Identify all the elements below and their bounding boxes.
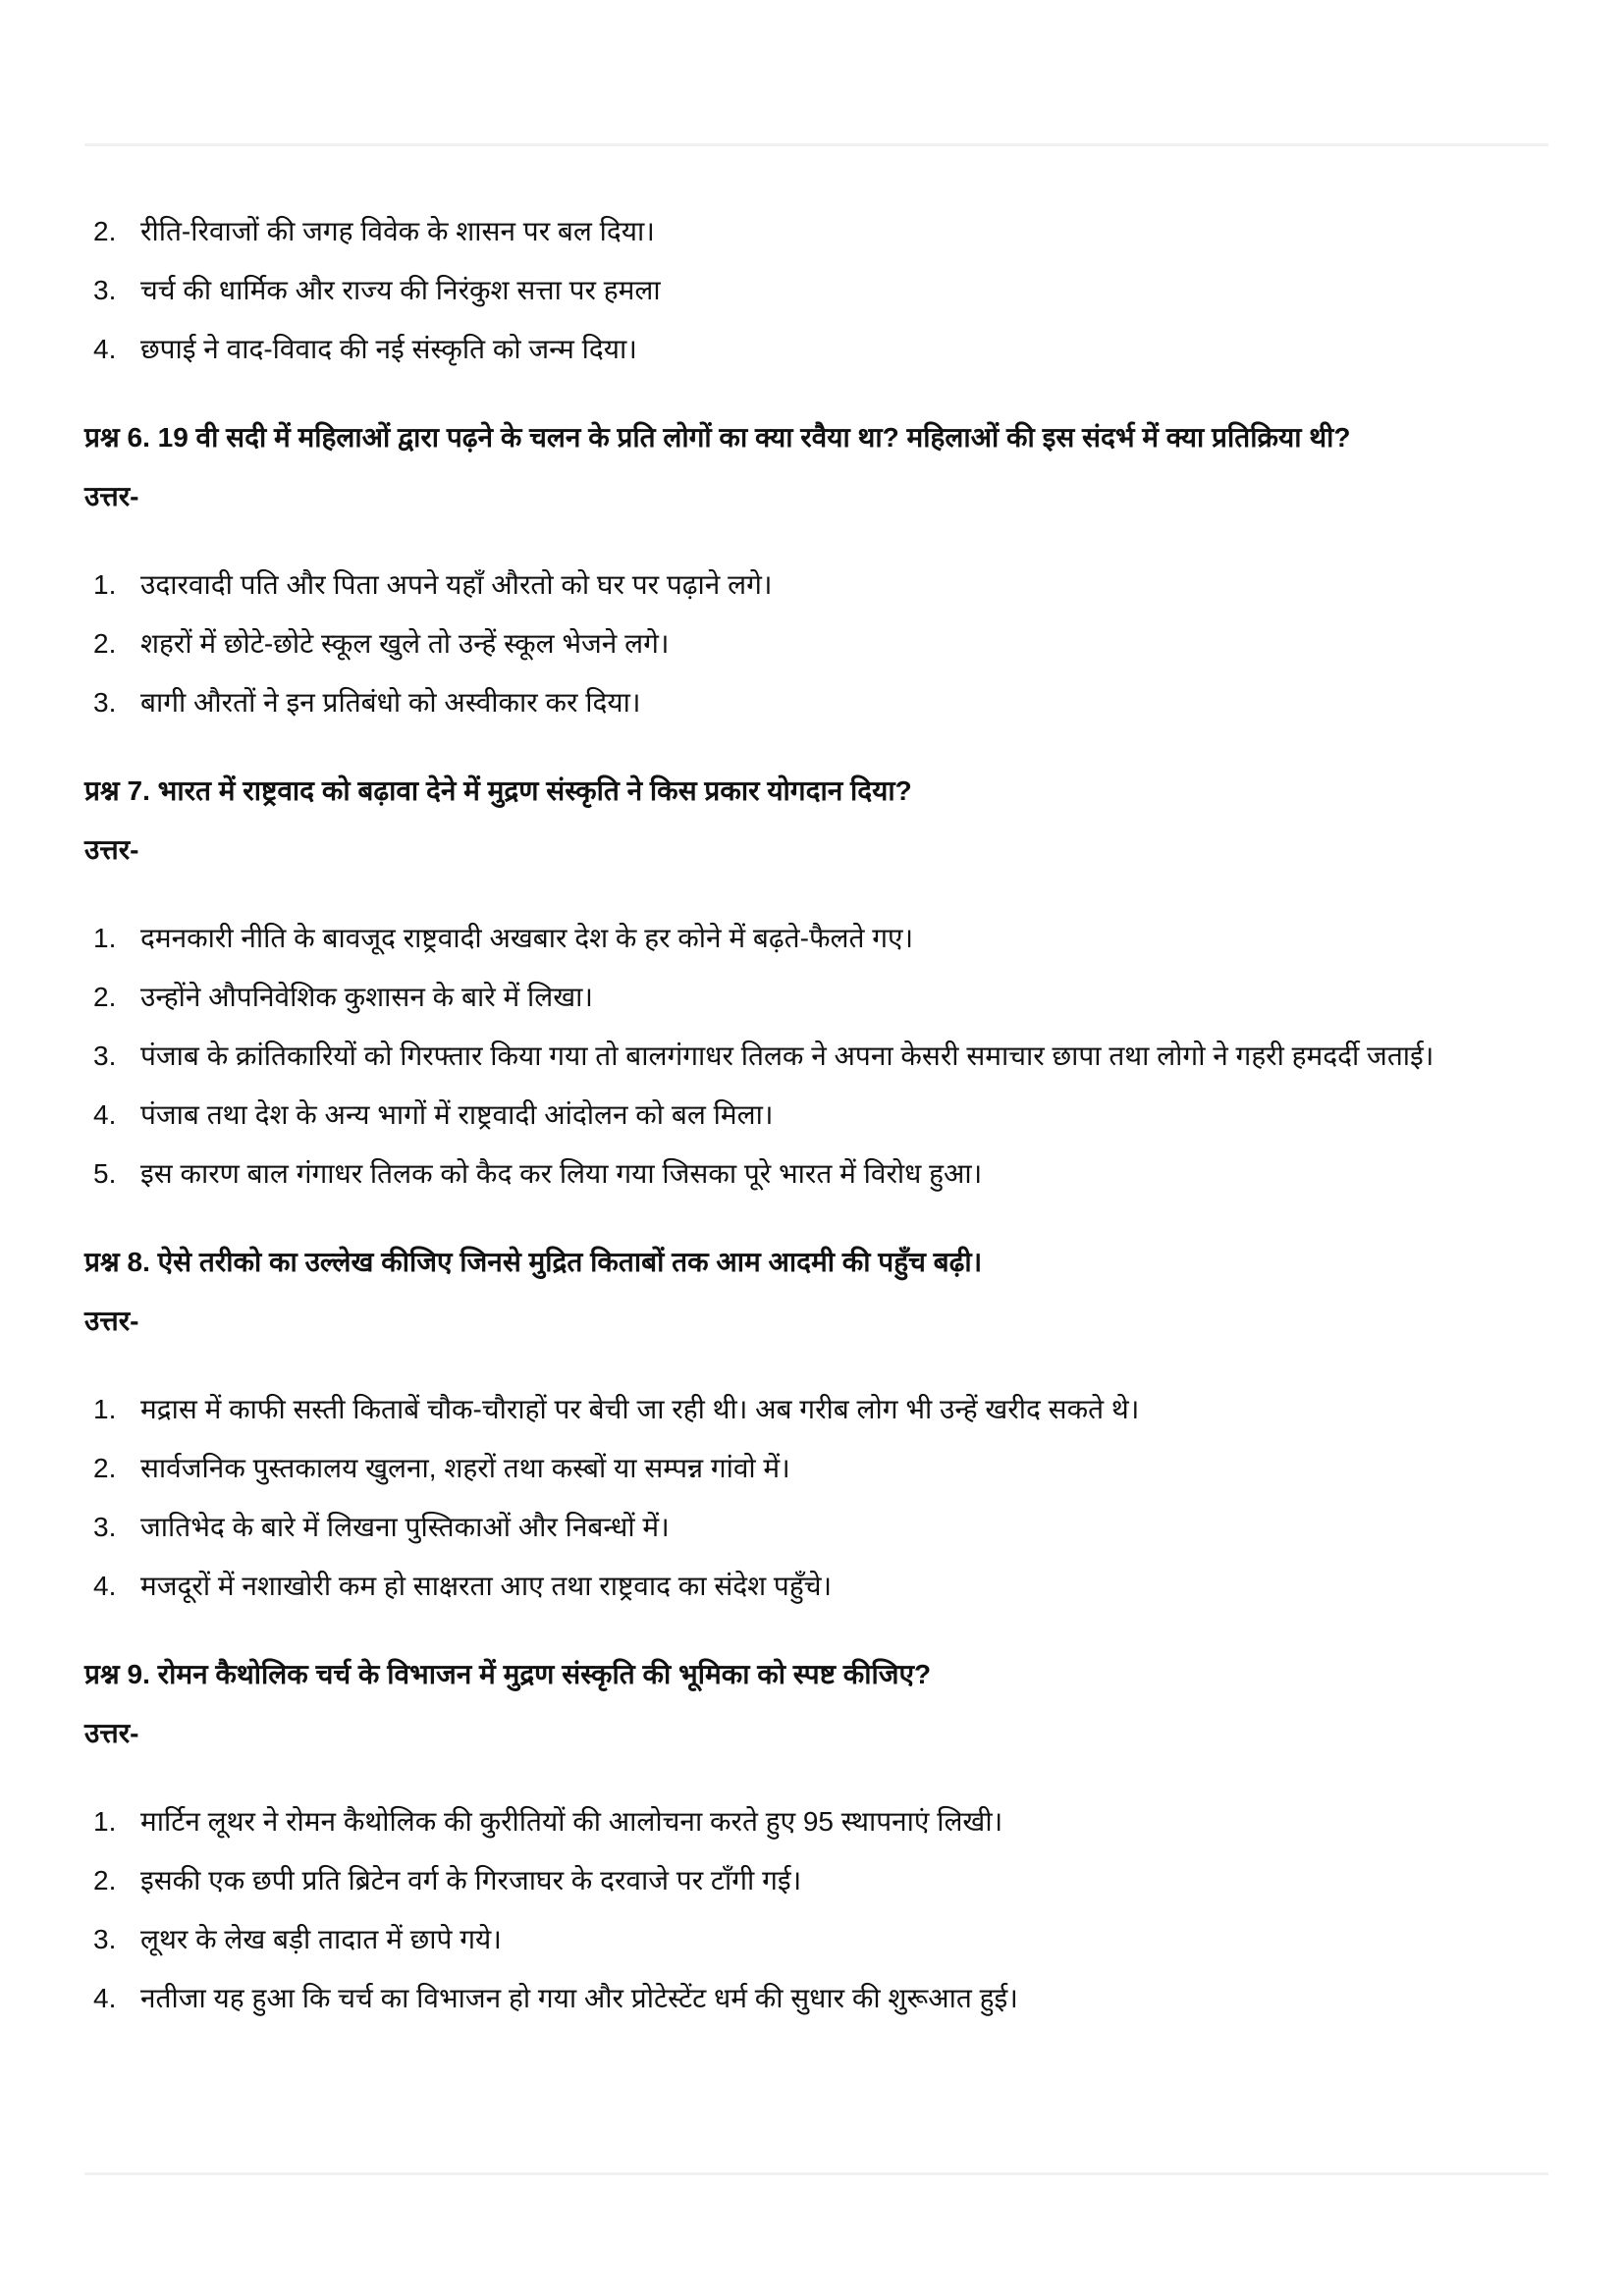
- answer-list: [84, 1792, 1547, 2028]
- answer-label: उत्तर-: [84, 481, 139, 511]
- list-item: [84, 1145, 1547, 1203]
- item-number: 2.: [93, 1865, 117, 1896]
- list-item: [84, 1498, 1547, 1557]
- item-number: 3.: [93, 1924, 117, 1954]
- question-heading: प्रश्न 7. भारत में राष्ट्रवाद को बढ़ावा देने में मुद्रण संस्कृति ने किस प्रकार योगदान दिया?: [84, 775, 912, 806]
- answer-label: उत्तर-: [84, 1718, 139, 1748]
- answer-list: [84, 556, 1547, 732]
- top-divider: [84, 143, 1548, 146]
- list-item: [84, 1792, 1547, 1851]
- item-number: 4.: [93, 1571, 117, 1601]
- list-item: [84, 1910, 1547, 1969]
- item-number: 3.: [93, 1041, 117, 1071]
- intro-list: [84, 202, 1547, 379]
- answer-label: उत्तर-: [84, 1306, 139, 1336]
- question-heading: प्रश्न 9. रोमन कैथोलिक चर्च के विभाजन में मुद्रण संस्कृति की भूमिका को स्पष्ट कीजिए?: [84, 1659, 932, 1689]
- item-number: 3.: [93, 687, 117, 718]
- item-text: मजदूरों में नशाखोरी कम हो साक्षरता आए तथा राष्ट्रवाद का संदेश पहुँचे।: [140, 1571, 833, 1601]
- item-text: लूथर के लेख बड़ी तादात में छापे गये।: [140, 1924, 502, 1954]
- item-number: 4.: [93, 334, 117, 364]
- item-number: 1.: [93, 1806, 117, 1837]
- item-text: रीति-रिवाजों की जगह विवेक के शासन पर बल दिया।: [140, 216, 655, 246]
- list-item: [84, 1439, 1547, 1498]
- item-text: मार्टिन लूथर ने रोमन कैथोलिक की कुरीतियों की आलोचना करते हुए 95 स्थापनाएं लिखी।: [140, 1806, 1003, 1837]
- list-item: [84, 1380, 1547, 1439]
- item-text: नतीजा यह हुआ कि चर्च का विभाजन हो गया और प्रोटेस्टेंट धर्म की सुधार की शुरूआत हुई।: [140, 1983, 1018, 2013]
- item-text: सार्वजनिक पुस्तकालय खुलना, शहरों तथा कस्बों या सम्पन्न गांवो में।: [140, 1453, 790, 1483]
- item-number: 5.: [93, 1158, 117, 1189]
- list-item: [84, 202, 1547, 261]
- question-heading: प्रश्न 8. ऐसे तरीको का उल्लेख कीजिए जिनसे मुद्रित किताबों तक आम आदमी की पहुँच बढ़ी।: [84, 1247, 983, 1277]
- list-item: [84, 1086, 1547, 1145]
- answer-list: [84, 1380, 1547, 1616]
- item-number: 3.: [93, 275, 117, 305]
- item-number: 1.: [93, 1394, 117, 1424]
- qa-section: [84, 1233, 1547, 1616]
- item-number: 2.: [93, 982, 117, 1012]
- item-text: छपाई ने वाद-विवाद की नई संस्कृति को जन्म दिया।: [140, 334, 637, 364]
- item-text: दमनकारी नीति के बावजूद राष्ट्रवादी अखबार देश के हर कोने में बढ़ते-फैलते गए।: [140, 923, 914, 953]
- item-number: 4.: [93, 1983, 117, 2013]
- item-text: जातिभेद के बारे में लिखना पुस्तिकाओं और निबन्धों में।: [140, 1512, 670, 1542]
- question-heading: प्रश्न 6. 19 वी सदी में महिलाओं द्वारा पढ़ने के चलन के प्रति लोगों का क्या रवैया था? महिलाओं की इस संदर्भ में क्या प्रतिक्रिया थी?: [84, 422, 1351, 453]
- item-text: पंजाब के क्रांतिकारियों को गिरफ्तार किया गया तो बालगंगाधर तिलक ने अपना केसरी समाचार छापा तथा लोगो ने गहरी हमदर्दी जताई।: [140, 1041, 1434, 1071]
- document-body: [84, 202, 1547, 2028]
- bottom-divider: [84, 2172, 1548, 2175]
- item-text: पंजाब तथा देश के अन्य भागों में राष्ट्रवादी आंदोलन को बल मिला।: [140, 1099, 774, 1130]
- qa-section: [84, 762, 1547, 1203]
- item-text: शहरों में छोटे-छोटे स्कूल खुले तो उन्हें स्कूल भेजने लगे।: [140, 628, 670, 659]
- item-text: इस कारण बाल गंगाधर तिलक को कैद कर लिया गया जिसका पूरे भारत में विरोध हुआ।: [140, 1158, 983, 1189]
- list-item: [84, 1557, 1547, 1616]
- list-item: [84, 673, 1547, 732]
- list-item: [84, 614, 1547, 673]
- list-item: [84, 320, 1547, 379]
- item-text: मद्रास में काफी सस्ती किताबें चौक-चौराहों पर बेची जा रही थी। अब गरीब लोग भी उन्हें खरीद सकते थे।: [140, 1394, 1140, 1424]
- answer-list: [84, 909, 1547, 1203]
- item-number: 2.: [93, 216, 117, 246]
- item-text: उन्होंने औपनिवेशिक कुशासन के बारे में लिखा।: [140, 982, 593, 1012]
- list-item: [84, 1969, 1547, 2028]
- list-item: [84, 1027, 1547, 1086]
- qa-section: [84, 1645, 1547, 2028]
- item-number: 3.: [93, 1512, 117, 1542]
- list-item: [84, 968, 1547, 1027]
- item-number: 2.: [93, 1453, 117, 1483]
- qa-section: [84, 408, 1547, 732]
- item-text: उदारवादी पति और पिता अपने यहाँ औरतो को घर पर पढ़ाने लगे।: [140, 569, 773, 600]
- item-text: चर्च की धार्मिक और राज्य की निरंकुश सत्ता पर हमला: [140, 275, 661, 305]
- item-number: 2.: [93, 628, 117, 659]
- item-number: 4.: [93, 1099, 117, 1130]
- list-item: [84, 909, 1547, 968]
- list-item: [84, 556, 1547, 614]
- item-number: 1.: [93, 569, 117, 600]
- list-item: [84, 261, 1547, 320]
- item-number: 1.: [93, 923, 117, 953]
- list-item: [84, 1851, 1547, 1910]
- answer-label: उत्तर-: [84, 834, 139, 865]
- item-text: बागी औरतों ने इन प्रतिबंधो को अस्वीकार कर दिया।: [140, 687, 641, 718]
- item-text: इसकी एक छपी प्रति ब्रिटेन वर्ग के गिरजाघर के दरवाजे पर टाँगी गई।: [140, 1865, 802, 1896]
